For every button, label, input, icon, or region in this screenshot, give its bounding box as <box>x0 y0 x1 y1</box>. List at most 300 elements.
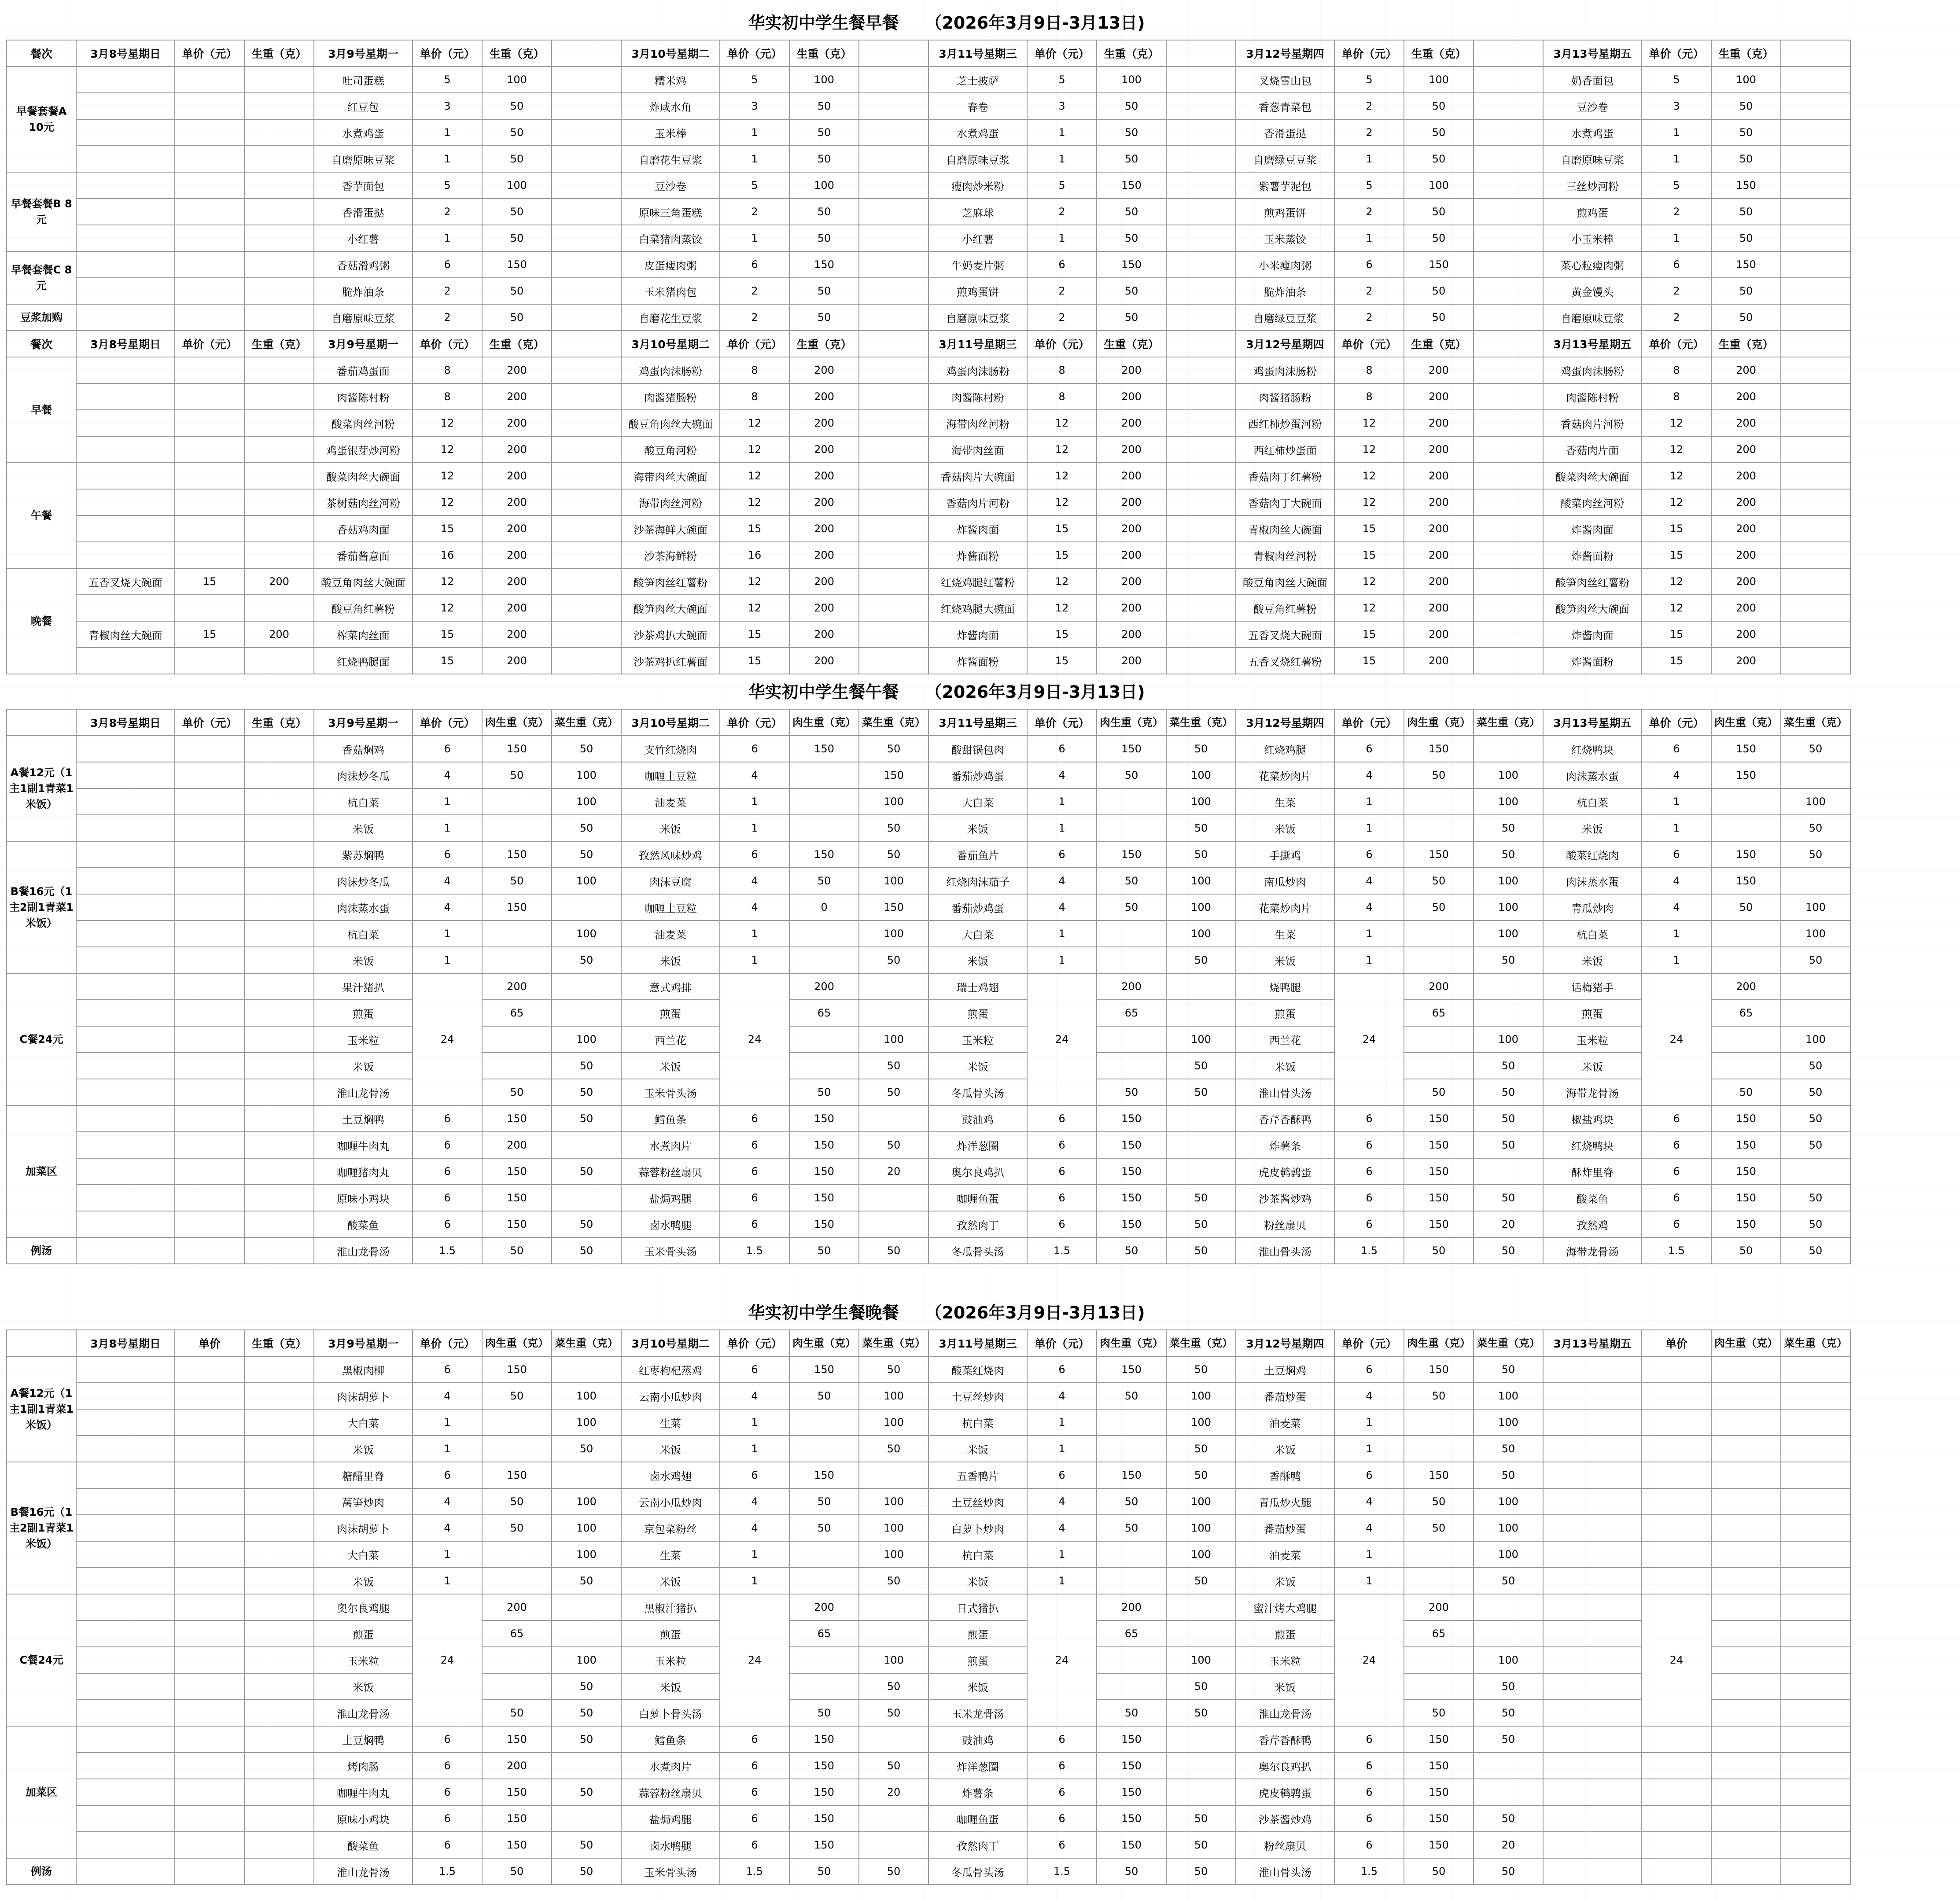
table-cell: 2 <box>1642 278 1711 304</box>
table-cell <box>859 66 928 93</box>
table-cell: 咖喱猪肉丸 <box>314 1158 413 1185</box>
table-cell <box>552 595 621 621</box>
table-cell: 红烧肉沫茄子 <box>928 868 1027 894</box>
table-row <box>7 621 1850 648</box>
table-cell: 2 <box>1027 304 1097 331</box>
table-cell: 1.5 <box>720 1858 789 1885</box>
table-cell: 200 <box>1404 463 1474 489</box>
column-header: 3月10号星期二 <box>621 1330 720 1356</box>
table-cell: 50 <box>789 1515 859 1541</box>
meal-group-label: C餐24元 <box>7 973 76 1105</box>
table-cell <box>552 1356 621 1383</box>
table-cell: 200 <box>1097 595 1166 621</box>
table-cell <box>175 1105 244 1132</box>
table-cell: 50 <box>552 736 621 762</box>
table-cell: 12 <box>1027 410 1097 436</box>
table-cell <box>1711 1647 1781 1673</box>
table-cell <box>1711 1356 1781 1383</box>
table-row <box>7 1409 1850 1436</box>
table-cell <box>1781 489 1850 516</box>
column-header <box>1781 331 1850 357</box>
column-header: 肉生重（克） <box>1404 1330 1474 1356</box>
table-cell: 小玉米棒 <box>1543 225 1642 251</box>
table-cell: 50 <box>1781 1185 1850 1211</box>
table-cell: 1.5 <box>413 1237 482 1264</box>
table-cell: 200 <box>482 463 552 489</box>
table-cell <box>1474 463 1543 489</box>
table-cell: 米饭 <box>1236 1568 1334 1594</box>
table-cell <box>1474 542 1543 568</box>
table-cell: 4 <box>720 868 789 894</box>
table-cell: 小米瘦肉粥 <box>1236 251 1334 278</box>
table-cell <box>76 463 175 489</box>
table-cell: 自磨原味豆浆 <box>314 146 413 172</box>
table-cell: 4 <box>1334 1488 1404 1515</box>
table-cell: 150 <box>1711 1105 1781 1132</box>
table-cell <box>1543 1383 1642 1409</box>
table-cell: 50 <box>1781 1211 1850 1237</box>
table-cell: 150 <box>789 1805 859 1832</box>
table-cell: 8 <box>1642 357 1711 383</box>
table-cell: 100 <box>1474 1488 1543 1515</box>
table-cell <box>175 1000 244 1026</box>
table-cell <box>1543 1436 1642 1462</box>
table-cell: 酸笋肉丝红薯粉 <box>1543 568 1642 595</box>
table-cell: 2 <box>413 278 482 304</box>
set-price-cell: 24 <box>720 1594 789 1726</box>
table-cell: 200 <box>789 973 859 1000</box>
table-cell <box>76 815 175 841</box>
table-cell: 酸菜肉丝河粉 <box>314 410 413 436</box>
table-cell <box>244 736 314 762</box>
table-cell <box>244 1158 314 1185</box>
table-cell: 50 <box>1166 947 1236 973</box>
table-cell: 5 <box>1027 172 1097 199</box>
table-cell <box>1781 1541 1850 1568</box>
table-cell: 土豆焖鸡 <box>1236 1356 1334 1383</box>
table-row <box>7 648 1850 674</box>
table-cell: 莴笋炒肉 <box>314 1488 413 1515</box>
table-cell: 50 <box>552 1211 621 1237</box>
table-cell <box>76 1541 175 1568</box>
table-cell: 50 <box>1166 1079 1236 1105</box>
table-cell <box>859 1462 928 1488</box>
table-cell: 椒盐鸡块 <box>1543 1105 1642 1132</box>
table-cell <box>1642 1726 1711 1753</box>
breakfast-title: 华实初中学生餐早餐 <box>748 13 899 33</box>
table-cell: 50 <box>1097 304 1166 331</box>
table-cell <box>1474 1779 1543 1805</box>
table-cell: 炸酱面粉 <box>1543 648 1642 674</box>
table-cell: 虎皮鹌鹑蛋 <box>1236 1158 1334 1185</box>
table-cell: 瑞士鸡翅 <box>928 973 1027 1000</box>
table-cell <box>552 436 621 463</box>
dinner-date-range: （2026年3月9日-3月13日) <box>925 1303 1145 1322</box>
table-row <box>7 1488 1850 1515</box>
table-cell: 150 <box>789 1356 859 1383</box>
table-cell <box>175 762 244 788</box>
table-cell: 200 <box>1711 973 1781 1000</box>
table-cell: 15 <box>413 648 482 674</box>
table-cell <box>1781 410 1850 436</box>
table-cell <box>1166 595 1236 621</box>
table-cell: 50 <box>482 93 552 119</box>
lunch-date-range: （2026年3月9日-3月13日) <box>925 682 1145 702</box>
column-header: 生重（克） <box>244 331 314 357</box>
table-cell: 6 <box>720 1356 789 1383</box>
table-cell <box>1543 1620 1642 1647</box>
table-cell <box>1474 410 1543 436</box>
table-cell: 香滑蛋挞 <box>314 199 413 225</box>
table-cell: 200 <box>1097 516 1166 542</box>
table-cell: 番茄炒蛋 <box>1236 1383 1334 1409</box>
table-row <box>7 1132 1850 1158</box>
table-cell: 烤肉肠 <box>314 1753 413 1779</box>
table-cell <box>1166 278 1236 304</box>
table-cell: 150 <box>789 1462 859 1488</box>
table-cell <box>244 1026 314 1053</box>
column-header: 生重（克） <box>244 40 314 66</box>
column-header: 3月12号星期四 <box>1236 1330 1334 1356</box>
table-cell <box>1097 1647 1166 1673</box>
table-cell: 米饭 <box>1236 815 1334 841</box>
table-cell: 150 <box>482 1158 552 1185</box>
table-cell: 4 <box>720 894 789 921</box>
table-cell <box>175 815 244 841</box>
table-cell <box>789 947 859 973</box>
column-header: 肉生重（克） <box>1404 709 1474 736</box>
table-cell <box>552 894 621 921</box>
table-cell <box>859 93 928 119</box>
table-row <box>7 436 1850 463</box>
table-cell: 6 <box>1334 1753 1404 1779</box>
table-cell: 150 <box>1097 1832 1166 1858</box>
table-cell <box>1166 1620 1236 1647</box>
table-cell <box>482 921 552 947</box>
table-cell: 150 <box>1404 736 1474 762</box>
table-cell <box>1166 66 1236 93</box>
table-cell: 小红薯 <box>928 225 1027 251</box>
table-cell: 50 <box>1166 1858 1236 1885</box>
table-cell <box>1474 1000 1543 1026</box>
table-cell <box>552 278 621 304</box>
table-cell: 50 <box>1097 868 1166 894</box>
table-cell: 2 <box>720 199 789 225</box>
table-cell: 香芹香酥鸭 <box>1236 1105 1334 1132</box>
breakfast-title-bar <box>0 10 1893 36</box>
table-cell <box>1097 1026 1166 1053</box>
column-header: 3月13号星期五 <box>1543 40 1642 66</box>
table-row <box>7 815 1850 841</box>
table-cell: 酸甜锅包肉 <box>928 736 1027 762</box>
table-cell: 150 <box>1711 841 1781 868</box>
table-cell: 4 <box>720 1515 789 1541</box>
table-cell <box>1097 1053 1166 1079</box>
column-header: 菜生重（克） <box>1474 709 1543 736</box>
table-cell: 瘦肉炒米粉 <box>928 172 1027 199</box>
table-cell: 100 <box>859 788 928 815</box>
table-cell <box>552 1132 621 1158</box>
table-cell: 50 <box>1166 1805 1236 1832</box>
table-cell <box>244 1356 314 1383</box>
table-row <box>7 1237 1850 1264</box>
table-cell <box>1474 199 1543 225</box>
table-cell: 意式鸡排 <box>621 973 720 1000</box>
table-cell <box>76 1185 175 1211</box>
table-cell: 15 <box>1027 542 1097 568</box>
table-cell: 150 <box>482 1105 552 1132</box>
table-cell: 50 <box>1097 119 1166 146</box>
table-cell: 香菇焖鸡 <box>314 736 413 762</box>
table-cell: 肉酱陈村粉 <box>1543 383 1642 410</box>
lunch-title-bar <box>0 679 1893 705</box>
table-cell: 榨菜肉丝面 <box>314 621 413 648</box>
table-cell: 红烧鸡腿红薯粉 <box>928 568 1027 595</box>
table-cell: 100 <box>552 1515 621 1541</box>
table-cell: 1 <box>720 225 789 251</box>
table-cell: 土豆丝炒肉 <box>928 1383 1027 1409</box>
table-cell <box>1781 1805 1850 1832</box>
table-cell: 50 <box>1474 1053 1543 1079</box>
table-cell <box>1781 278 1850 304</box>
table-cell: 米饭 <box>928 947 1027 973</box>
table-cell: 12 <box>413 489 482 516</box>
table-cell: 12 <box>413 595 482 621</box>
table-cell <box>859 410 928 436</box>
table-cell: 4 <box>720 762 789 788</box>
table-cell: 100 <box>1166 894 1236 921</box>
table-cell: 6 <box>413 1726 482 1753</box>
table-cell: 150 <box>789 841 859 868</box>
table-cell: 5 <box>413 66 482 93</box>
table-cell: 1 <box>1027 119 1097 146</box>
table-cell <box>552 1185 621 1211</box>
column-header <box>552 40 621 66</box>
table-cell: 玉米骨头汤 <box>621 1858 720 1885</box>
table-cell <box>1781 1726 1850 1753</box>
table-cell: 50 <box>1711 146 1781 172</box>
table-cell <box>859 1105 928 1132</box>
table-cell: 1 <box>1642 947 1711 973</box>
table-cell: 2 <box>1334 304 1404 331</box>
table-cell: 200 <box>1711 568 1781 595</box>
table-cell <box>1711 1462 1781 1488</box>
table-cell <box>1711 1673 1781 1700</box>
table-cell <box>244 1105 314 1132</box>
meal-group-label: 早餐套餐C 8元 <box>7 251 76 304</box>
table-cell: 1 <box>413 1436 482 1462</box>
table-cell: 奥尔良鸡扒 <box>928 1158 1027 1185</box>
table-cell: 米饭 <box>621 1673 720 1700</box>
table-cell: 杭白菜 <box>314 788 413 815</box>
table-cell: 酸菜鱼 <box>314 1211 413 1237</box>
table-cell: 炸洋葱圈 <box>928 1132 1027 1158</box>
table-cell: 肉沫蒸水蛋 <box>314 894 413 921</box>
table-cell <box>1166 463 1236 489</box>
column-header: 单价（元） <box>720 331 789 357</box>
table-cell: 12 <box>1334 595 1404 621</box>
table-cell: 酸菜肉丝河粉 <box>1543 489 1642 516</box>
table-cell <box>1474 568 1543 595</box>
table-cell <box>1711 1436 1781 1462</box>
table-cell: 200 <box>1097 383 1166 410</box>
table-cell <box>1474 436 1543 463</box>
table-cell: 16 <box>413 542 482 568</box>
table-cell <box>175 1700 244 1726</box>
column-header: 单价（元） <box>720 40 789 66</box>
table-cell: 米饭 <box>1543 815 1642 841</box>
table-cell: 12 <box>413 568 482 595</box>
column-header: 餐次 <box>7 331 76 357</box>
table-cell: 牛奶麦片粥 <box>928 251 1027 278</box>
table-cell: 12 <box>1334 410 1404 436</box>
table-cell: 肉酱陈村粉 <box>928 383 1027 410</box>
table-cell <box>1166 410 1236 436</box>
header-row <box>7 331 1850 357</box>
table-cell: 50 <box>789 1383 859 1409</box>
table-cell: 50 <box>482 1079 552 1105</box>
table-cell <box>552 1000 621 1026</box>
table-cell: 50 <box>482 1237 552 1264</box>
table-cell: 咖喱鱼蛋 <box>928 1805 1027 1832</box>
table-cell: 65 <box>1711 1000 1781 1026</box>
table-cell: 100 <box>1166 1488 1236 1515</box>
table-cell: 150 <box>1711 172 1781 199</box>
table-cell: 冬瓜骨头汤 <box>928 1079 1027 1105</box>
table-row <box>7 1211 1850 1237</box>
table-cell <box>244 841 314 868</box>
table-cell: 150 <box>1404 1462 1474 1488</box>
table-cell <box>1711 1515 1781 1541</box>
table-cell <box>552 119 621 146</box>
table-cell: 6 <box>413 1105 482 1132</box>
table-cell: 云南小瓜炒肉 <box>621 1383 720 1409</box>
table-cell: 50 <box>552 841 621 868</box>
table-cell: 4 <box>1334 894 1404 921</box>
table-cell: 50 <box>552 1079 621 1105</box>
table-cell: 150 <box>1097 1185 1166 1211</box>
table-cell: 青椒肉丝大碗面 <box>76 621 175 648</box>
table-cell: 200 <box>1711 648 1781 674</box>
table-cell: 番茄鸡蛋面 <box>314 357 413 383</box>
table-cell: 6 <box>413 1185 482 1211</box>
table-cell <box>244 199 314 225</box>
table-cell <box>1781 1858 1850 1885</box>
table-cell <box>175 251 244 278</box>
table-cell: 150 <box>1097 841 1166 868</box>
table-cell: 150 <box>482 841 552 868</box>
table-cell: 酸菜肉丝大碗面 <box>314 463 413 489</box>
table-cell: 米饭 <box>314 1673 413 1700</box>
table-cell: 米饭 <box>928 1436 1027 1462</box>
column-header: 单价（元） <box>720 1330 789 1356</box>
table-cell: 海带肉丝面 <box>928 436 1027 463</box>
table-cell: 煎鸡蛋饼 <box>928 278 1027 304</box>
table-cell: 香菇肉丁大碗面 <box>1236 489 1334 516</box>
table-cell <box>552 199 621 225</box>
table-cell: 黄金馒头 <box>1543 278 1642 304</box>
table-row <box>7 1436 1850 1462</box>
table-cell <box>244 1779 314 1805</box>
table-cell: 200 <box>482 516 552 542</box>
table-cell <box>789 1647 859 1673</box>
table-cell: 沙茶海鲜大碗面 <box>621 516 720 542</box>
table-cell: 生菜 <box>621 1541 720 1568</box>
table-cell <box>1543 1594 1642 1620</box>
table-cell: 花菜炒肉片 <box>1236 762 1334 788</box>
table-cell <box>1166 146 1236 172</box>
table-cell <box>1642 1568 1711 1594</box>
table-cell: 京包菜粉丝 <box>621 1515 720 1541</box>
dinner-title-bar <box>0 1300 1893 1326</box>
table-cell <box>552 542 621 568</box>
table-cell <box>76 410 175 436</box>
table-cell: 12 <box>720 436 789 463</box>
table-cell: 孜然风味炒鸡 <box>621 841 720 868</box>
column-header <box>1166 40 1236 66</box>
table-cell <box>789 1673 859 1700</box>
table-cell: 50 <box>1404 199 1474 225</box>
table-row <box>7 516 1850 542</box>
table-cell <box>1642 1753 1711 1779</box>
table-cell <box>244 1409 314 1436</box>
table-row <box>7 1858 1850 1885</box>
table-cell <box>244 894 314 921</box>
table-cell: 6 <box>1334 1132 1404 1158</box>
table-cell <box>1166 225 1236 251</box>
column-header: 3月12号星期四 <box>1236 40 1334 66</box>
column-header: 菜生重（克） <box>552 1330 621 1356</box>
column-header: 单价（元） <box>1334 331 1404 357</box>
column-header: 3月9号星期一 <box>314 331 413 357</box>
table-cell: 50 <box>1474 1436 1543 1462</box>
table-cell: 50 <box>1711 225 1781 251</box>
table-cell: 12 <box>1642 595 1711 621</box>
table-cell: 15 <box>1642 648 1711 674</box>
table-cell <box>76 1858 175 1885</box>
table-row <box>7 1805 1850 1832</box>
table-cell <box>1166 973 1236 1000</box>
table-cell: 150 <box>1404 1726 1474 1753</box>
table-cell: 6 <box>720 1726 789 1753</box>
table-cell: 50 <box>1166 1462 1236 1488</box>
table-cell <box>1543 1356 1642 1383</box>
table-cell: 50 <box>859 947 928 973</box>
table-cell: 50 <box>1404 304 1474 331</box>
table-cell <box>244 788 314 815</box>
table-cell: 50 <box>1711 278 1781 304</box>
table-cell: 200 <box>482 1753 552 1779</box>
table-cell: 65 <box>1404 1000 1474 1026</box>
table-cell: 150 <box>1711 1185 1781 1211</box>
table-cell: 100 <box>1166 1647 1236 1673</box>
table-cell <box>789 762 859 788</box>
table-cell: 煎鸡蛋 <box>1543 199 1642 225</box>
table-cell: 50 <box>859 1132 928 1158</box>
table-row <box>7 894 1850 921</box>
table-cell: 200 <box>482 648 552 674</box>
table-cell: 原味小鸡块 <box>314 1805 413 1832</box>
table-cell: 2 <box>1334 93 1404 119</box>
table-cell: 200 <box>482 568 552 595</box>
table-cell <box>1404 1647 1474 1673</box>
table-cell <box>1097 1436 1166 1462</box>
table-cell <box>76 1515 175 1541</box>
table-cell: 50 <box>789 1237 859 1264</box>
table-cell <box>552 489 621 516</box>
table-cell: 1 <box>720 119 789 146</box>
table-cell <box>1781 1594 1850 1620</box>
